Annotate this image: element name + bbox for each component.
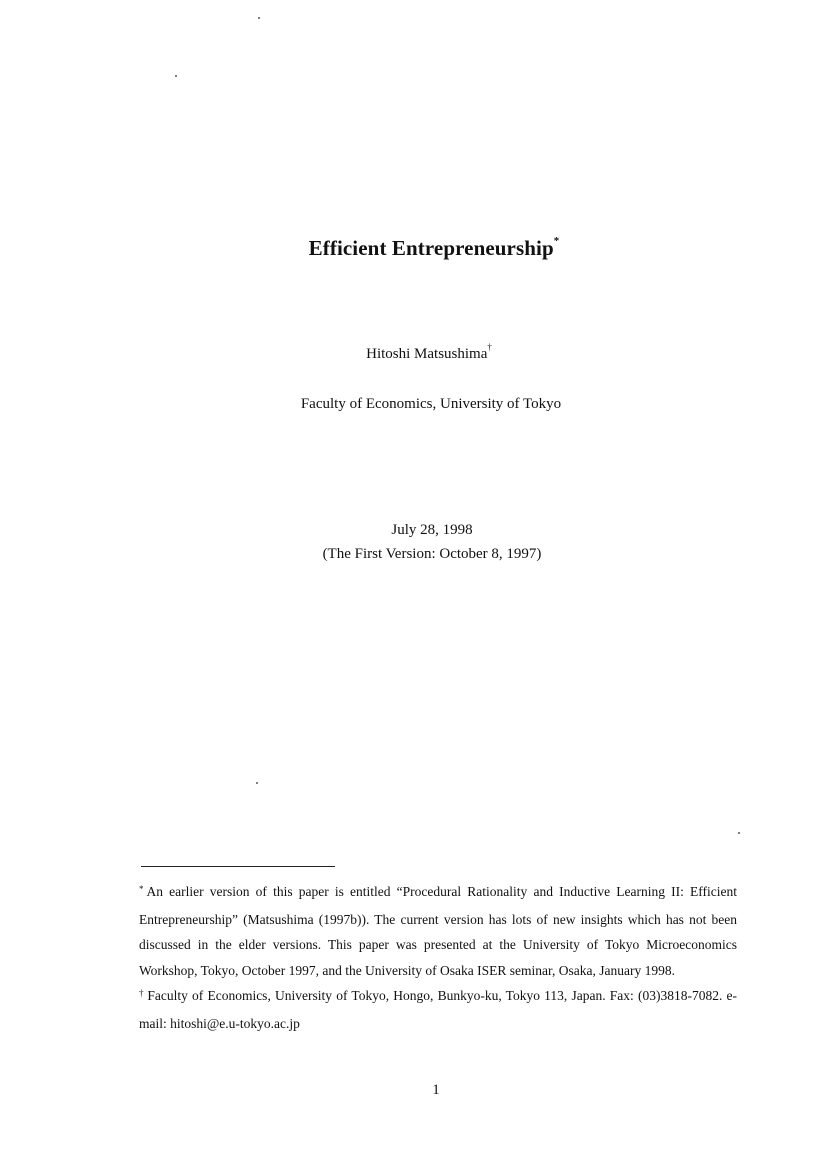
scan-speck — [738, 832, 740, 834]
footnote-mark: * — [139, 884, 144, 894]
title-footnote-mark: * — [553, 235, 560, 247]
paper-title-text: Efficient Entrepreneurship — [308, 236, 554, 260]
author-affiliation: Faculty of Economics, University of Tokyo — [300, 396, 562, 412]
footnote-text: An earlier version of this paper is entitled “Procedural Rationality and Inductive Learning II: Efficient Entrepreneurship” (Matsushima (1997b)). The current version has lots of new insights which has not been discussed in the elder versions. This paper was presented at the University of Tokyo Microeconomics Workshop, Tokyo, October 1997, and the University of Osaka ISER seminar, Osaka, January 1998. — [139, 884, 737, 978]
footnote-title — [139, 879, 737, 983]
scan-speck — [258, 17, 260, 19]
scan-speck — [175, 75, 177, 77]
author-name — [0, 344, 827, 363]
footnote-mark: † — [139, 988, 145, 998]
footnote-text: Faculty of Economics, University of Tokyo, Hongo, Bunkyo-ku, Tokyo 113, Japan. Fax: (03)3818-7082. e-mail: hitoshi@e.u-tokyo.ac.jp — [139, 988, 738, 1031]
first-version-date: (The First Version: October 8, 1997) — [322, 546, 542, 562]
author-footnote-mark: † — [487, 342, 492, 352]
author-name-text: Hitoshi Matsushima — [366, 346, 488, 362]
paper-date: July 28, 1998 — [391, 522, 473, 538]
footnote-author — [139, 983, 737, 1036]
footnotes — [139, 879, 737, 1036]
paper-title — [0, 236, 827, 261]
scan-speck — [256, 782, 258, 784]
footnote-divider — [141, 866, 335, 867]
page-number: 1 — [432, 1082, 440, 1098]
